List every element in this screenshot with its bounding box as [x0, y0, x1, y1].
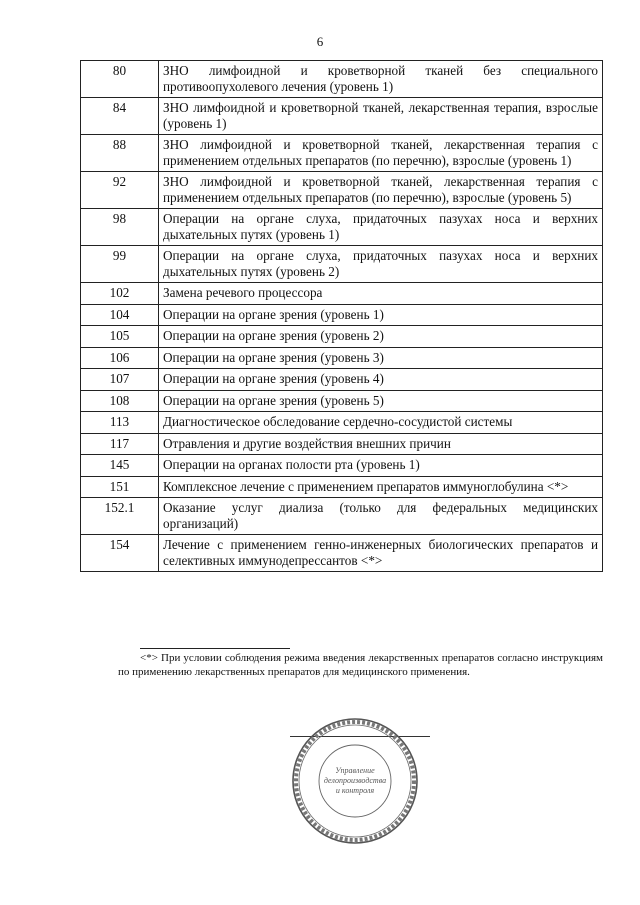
stamp-text-line: и контроля	[335, 786, 375, 795]
ksg-table	[80, 60, 603, 572]
row-description: Операции на органе зрения (уровень 5)	[159, 390, 603, 412]
row-description: Оказание услуг диализа (только для федеральных медицинских организаций)	[159, 498, 603, 535]
row-code: 145	[81, 455, 159, 477]
row-code: 117	[81, 433, 159, 455]
row-code: 102	[81, 283, 159, 305]
table-row	[81, 412, 603, 434]
stamp-text-line: делопроизводства	[323, 776, 387, 785]
official-stamp	[290, 716, 420, 846]
row-code: 154	[81, 535, 159, 572]
row-description: ЗНО лимфоидной и кроветворной тканей, лекарственная терапия с применением отдельных препаратов (по перечню), взрослые (уровень 1)	[159, 135, 603, 172]
table-row	[81, 369, 603, 391]
row-code: 108	[81, 390, 159, 412]
stamp-text-line: Управление	[335, 766, 375, 775]
table-row	[81, 98, 603, 135]
row-code: 106	[81, 347, 159, 369]
row-code: 92	[81, 172, 159, 209]
row-description: Лечение с применением генно-инженерных биологических препаратов и селективных иммунодепрессантов <*>	[159, 535, 603, 572]
row-code: 107	[81, 369, 159, 391]
row-code: 88	[81, 135, 159, 172]
row-code: 152.1	[81, 498, 159, 535]
table-row	[81, 476, 603, 498]
row-description: Отравления и другие воздействия внешних причин	[159, 433, 603, 455]
row-code: 80	[81, 61, 159, 98]
page-number: 6	[316, 34, 324, 49]
table-row	[81, 455, 603, 477]
row-description: Операции на органе слуха, придаточных пазухах носа и верхних дыхательных путях (уровень 1)	[159, 209, 603, 246]
row-description: ЗНО лимфоидной и кроветворной тканей, лекарственная терапия с применением отдельных препаратов (по перечню), взрослые (уровень 5)	[159, 172, 603, 209]
row-description: Операции на органе зрения (уровень 2)	[159, 326, 603, 348]
row-description: Операции на органе зрения (уровень 1)	[159, 304, 603, 326]
table-row	[81, 135, 603, 172]
table-row	[81, 326, 603, 348]
row-code: 98	[81, 209, 159, 246]
row-code: 99	[81, 246, 159, 283]
table-row	[81, 347, 603, 369]
row-description: ЗНО лимфоидной и кроветворной тканей, лекарственная терапия, взрослые (уровень 1)	[159, 98, 603, 135]
table-row	[81, 433, 603, 455]
table-row	[81, 246, 603, 283]
row-description: Операции на органе слуха, придаточных пазухах носа и верхних дыхательных путях (уровень 2)	[159, 246, 603, 283]
row-code: 104	[81, 304, 159, 326]
table-row	[81, 390, 603, 412]
row-description: Операции на органах полости рта (уровень 1)	[159, 455, 603, 477]
table-row	[81, 535, 603, 572]
table-row	[81, 498, 603, 535]
row-description: Комплексное лечение с применением препаратов иммуноглобулина <*>	[159, 476, 603, 498]
row-description: ЗНО лимфоидной и кроветворной тканей без специального противоопухолевого лечения (уровень 1)	[159, 61, 603, 98]
footnote: <*> При условии соблюдения режима введения лекарственных препаратов согласно инструкциям по применению лекарственных препаратов для медицинского применения.	[118, 652, 603, 678]
row-description: Замена речевого процессора	[159, 283, 603, 305]
row-description: Операции на органе зрения (уровень 4)	[159, 369, 603, 391]
row-description: Диагностическое обследование сердечно-сосудистой системы	[159, 412, 603, 434]
table-body	[81, 61, 603, 572]
footnote-separator	[140, 648, 290, 649]
row-description: Операции на органе зрения (уровень 3)	[159, 347, 603, 369]
table-row	[81, 172, 603, 209]
row-code: 84	[81, 98, 159, 135]
table-row	[81, 304, 603, 326]
table-row	[81, 209, 603, 246]
row-code: 113	[81, 412, 159, 434]
table-row	[81, 283, 603, 305]
table-row	[81, 61, 603, 98]
row-code: 151	[81, 476, 159, 498]
row-code: 105	[81, 326, 159, 348]
